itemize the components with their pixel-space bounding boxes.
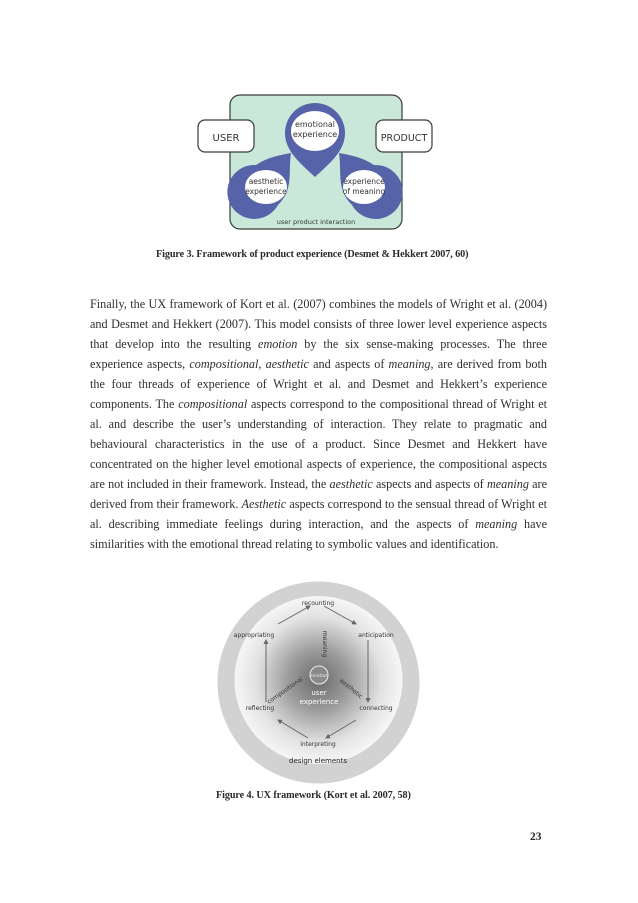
user-label: USER (212, 133, 240, 144)
page-number: 23 (530, 831, 542, 843)
design-elements-label: design elements (289, 757, 347, 765)
italic-term: meaning (475, 517, 518, 531)
italic-term: meaning (486, 477, 529, 491)
figure-4-diagram (216, 580, 421, 785)
text-run: Finally, the UX framework of Kort et al. (2007) combines the models of Wright et al. (2004) and Desmet and Hekkert (2007). This model consists of three lower level experience aspects that develop into the resulting (90, 297, 547, 351)
italic-term: aesthetic (265, 357, 309, 371)
interpreting-label: interpreting (300, 741, 336, 748)
italic-term: aesthetic (329, 477, 373, 491)
figure-4-caption: Figure 4. UX framework (Kort et al. 2007, 58) (216, 790, 411, 801)
user-experience-line2: experience (299, 698, 339, 706)
text-run: aspects correspond to the compositional thread of Wright et al. and describe the user’s understanding of interaction. They relate to pragmatic and behavioural characteristics in the use of a product. Since Desmet and Hekkert have concentrated on the higher level emotional aspects of experience, the compositional aspects are not included in their framework. Instead, the (90, 397, 548, 491)
anticipation-label: anticipation (358, 632, 394, 639)
appropriating-label: appropriating (233, 632, 275, 639)
meaning-line2: of meaning (342, 187, 386, 196)
aesthetic-line1: aesthetic (248, 177, 284, 186)
text-run: aspects correspond to the sensual thread of Wright et al. describing immediate feelings during interaction, and the aspects of (90, 497, 547, 531)
compositional-label: compositional (265, 675, 305, 706)
product-label: PRODUCT (380, 133, 428, 144)
interaction-label: user product interaction (276, 218, 356, 226)
italic-term: Aesthetic (241, 497, 287, 511)
italic-term: emotion (258, 337, 298, 351)
figure-3-diagram (196, 93, 434, 233)
text-run: by the six sense-making processes. The three experience aspects, (90, 337, 547, 371)
emotion-label: emotion (309, 674, 329, 679)
text-run: , (258, 357, 266, 371)
body-paragraph (90, 294, 547, 554)
meaning-label: meaning (321, 630, 328, 658)
recounting-label: recounting (301, 600, 335, 607)
emotional-line2: experience (292, 130, 338, 139)
connecting-label: connecting (359, 705, 393, 712)
italic-term: compositional (178, 397, 248, 411)
aesthetic-label: aesthetic (338, 677, 364, 701)
text-run: aspects and aspects of (372, 477, 487, 491)
text-run: have similarities with the emotional thread relating to symbolic values and identification. (90, 517, 547, 551)
reflecting-label: reflecting (245, 705, 275, 712)
user-experience-line1: user (311, 689, 327, 697)
text-run: are derived from their framework. (90, 477, 547, 511)
italic-term: compositional (189, 357, 259, 371)
emotional-line1: emotional (294, 120, 336, 129)
text-run: and aspects of (308, 357, 389, 371)
text-run: , are derived from both the four threads of experience of Wright et al. and Desmet and Hekkert’s experience components. The (90, 357, 548, 411)
figure-3-caption: Figure 3. Framework of product experience (Desmet & Hekkert 2007, 60) (156, 249, 469, 260)
aesthetic-line2: experience (245, 187, 287, 196)
meaning-line1: experience (343, 177, 385, 186)
italic-term: meaning (388, 357, 431, 371)
